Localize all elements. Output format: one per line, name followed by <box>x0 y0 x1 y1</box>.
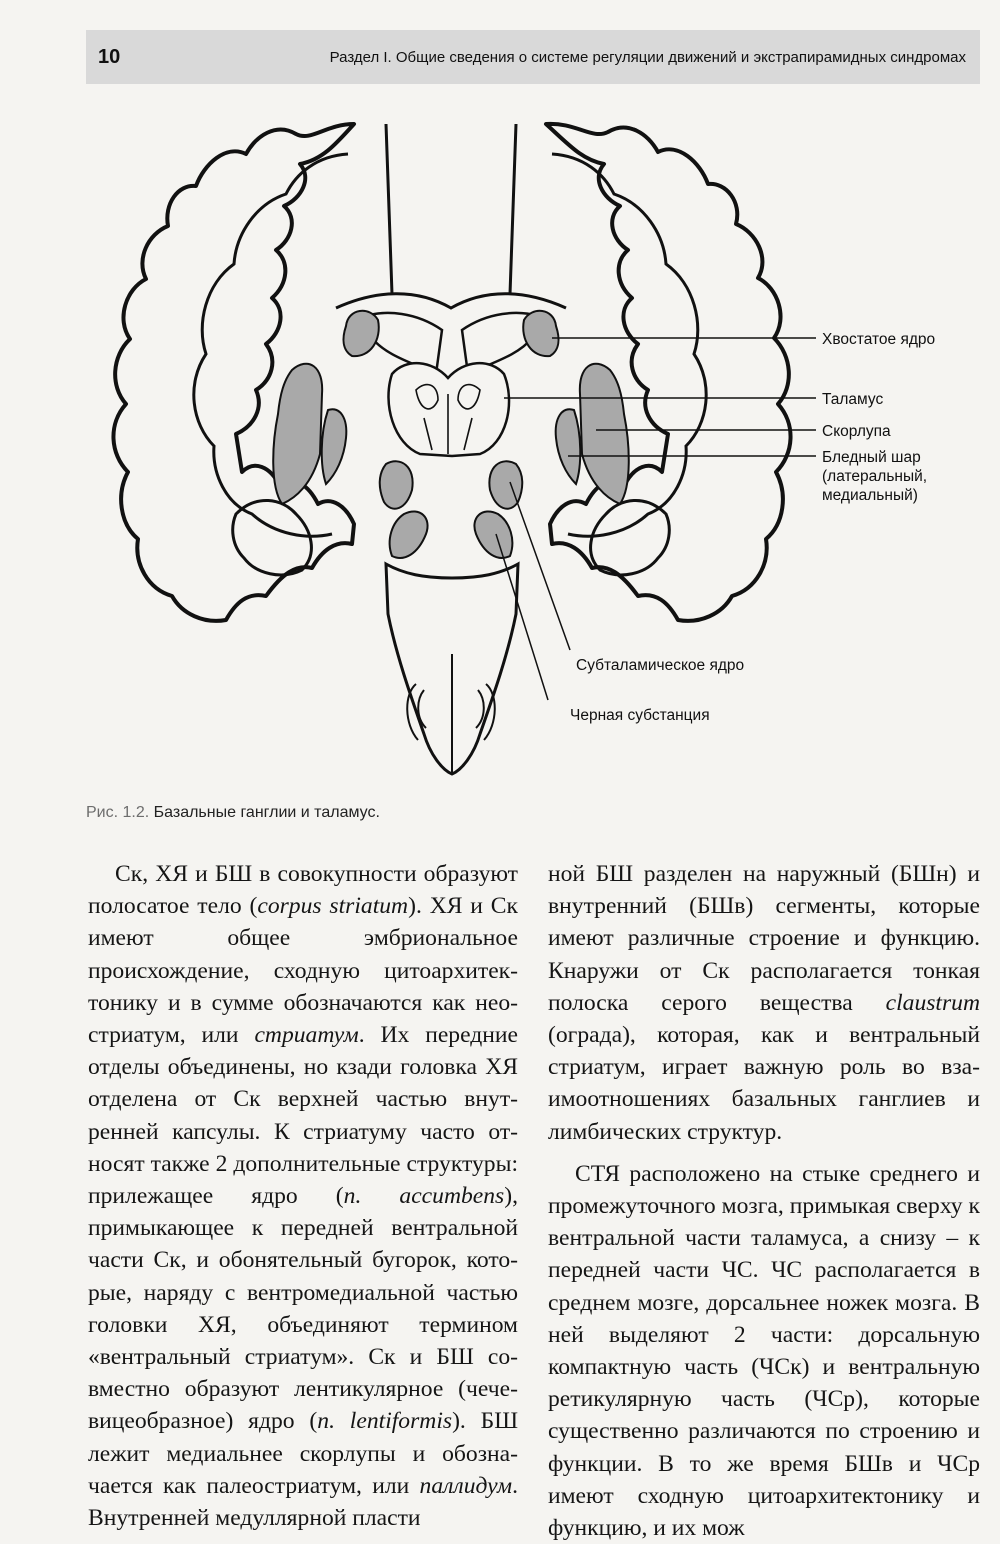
temporal-lobe-right <box>591 500 670 574</box>
text-run: ). ХЯ и Ск имеют общее эмбриональное происхождение, сходную цитоархитектонику и в сумме обозначаются как неостриатум, или <box>88 893 518 1049</box>
running-title: Раздел I. Общие сведения о системе регуляции движений и экстрапирамидных синдромах <box>329 49 966 66</box>
text-run: ), примыкающее к передней вентральной части Ск, и обонятельный бугорок, которые, наряду с вентромедиальной частью головки ХЯ, объединяют термином «вентральный стриатум». Ск и БШ совместно образуют лентикулярное (чечевицеобразное) ядро ( <box>88 1183 518 1435</box>
label-globus-pallidus-2: (латеральный, <box>822 468 928 485</box>
text-run-italic: corpus striatum <box>257 893 409 920</box>
text-run: (ограда), которая, как и вентральный стриатум, играет важную роль во взаимоотношениях базальных ганглиев и лимбических структур. <box>548 1022 980 1145</box>
label-globus-pallidus-1: Бледный шар <box>822 449 921 466</box>
corpus-callosum <box>336 294 566 308</box>
substantia-nigra-left <box>390 511 428 557</box>
putamen-right <box>580 364 629 504</box>
putamen-left <box>273 364 322 504</box>
globus-pallidus-right <box>556 409 581 484</box>
text-run: ной БШ разделен на наружный (БШн) и внутренний (БШв) сегменты, которые имеют различные строение и функцию. Кнаружи от Ск располагается тонкая полоска серого вещества <box>548 861 980 1016</box>
text-run-italic: n. accumbens <box>343 1183 505 1210</box>
paragraph: СТЯ расположено на стыке среднего и промежуточного мозга, примыкая сверху к вентральной части таламуса, а снизу – к передней части ЧС. ЧС располагается в среднем мозге, дорсальнее ножек мозга. В ней выделяют 2 части: дорсальную компактную часть (ЧСк) и вентральную ретикулярную часть (ЧСр), которые существенно различаются по строению и функции. В то же время БШв и ЧСр имеют сходную цитоархитектонику и функцию, и их мож <box>548 1160 980 1542</box>
text-run: Ск, ХЯ и БШ в совокупности образуют полосатое тело ( <box>88 861 518 920</box>
caudate-nucleus-left <box>344 311 379 356</box>
paragraph <box>548 858 980 1148</box>
text-run: ). БШ лежит медиальнее скорлупы и обозначается как палеостриатум, или <box>88 1408 518 1499</box>
figure-caption <box>86 804 380 822</box>
text-run: . Внутренней медуллярной пласти <box>88 1472 518 1532</box>
globus-pallidus-left <box>322 409 347 484</box>
page-number: 10 <box>98 46 121 68</box>
text-column-right <box>548 858 980 1544</box>
text-run-italic: claustrum <box>885 989 980 1016</box>
caption-number: Рис. 1.2. <box>86 804 150 821</box>
label-globus-pallidus-3: медиальный) <box>822 487 918 504</box>
text-run-italic: n. lentiformis <box>317 1408 453 1435</box>
page-header <box>86 30 980 84</box>
text-run-italic: стриатум <box>254 1022 359 1049</box>
label-caudate: Хвостатое ядро <box>822 331 936 348</box>
text-column-left <box>88 858 518 1534</box>
brain-figure <box>86 94 980 794</box>
coronal-section-illustration <box>86 94 980 794</box>
longitudinal-fissure <box>386 124 516 294</box>
caudate-nucleus-right <box>523 311 558 356</box>
caption-text: Базальные ганглии и таламус. <box>149 804 380 821</box>
label-subthalamic: Субталамическое ядро <box>576 657 745 674</box>
label-putamen: Скорлупа <box>822 423 891 440</box>
label-thalamus: Таламус <box>822 391 884 408</box>
paragraph <box>88 858 518 1534</box>
leader-lines <box>496 338 816 700</box>
text-run: . Их передние отделы объединены, но кзади головка ХЯ отделена от Ск верхней частью внутренней капсулы. К стриатуму часто относят также 2 дополнительные структуры: прилежащее ядро ( <box>88 1022 518 1210</box>
text-run-italic: паллидум <box>419 1472 513 1499</box>
label-substantia-nigra: Черная субстанция <box>570 707 710 724</box>
substantia-nigra-right <box>474 511 512 557</box>
subthalamic-nucleus-left <box>380 461 413 508</box>
lateral-ventricles <box>366 313 538 374</box>
